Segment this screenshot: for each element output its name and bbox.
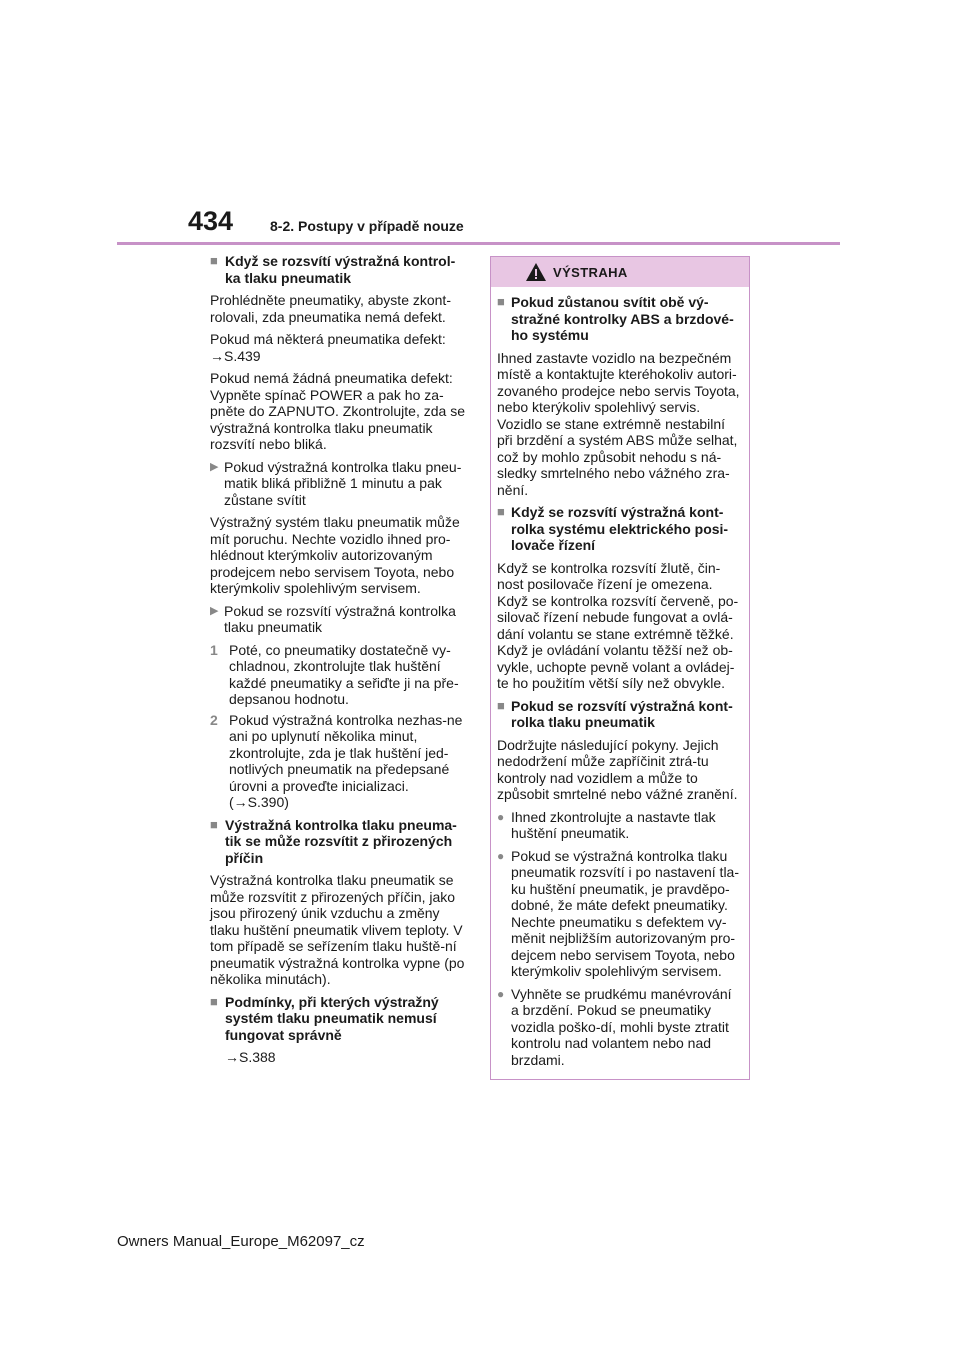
bullet-item (497, 986, 743, 1069)
step-text: Poté, co pneumatiky dostatečně vy-chladnou, zkontrolujte tlak huštění každé pneumatiky a seřiďte ji na pře-depsanou hodnotu. (229, 641, 459, 707)
page-number: 434 (188, 206, 234, 236)
bullet-item (497, 809, 743, 842)
circle-bullet-icon: ● (497, 809, 505, 824)
warning-box (490, 256, 750, 1080)
warning-title: VÝSTRAHA (553, 265, 628, 280)
paragraph: Pokud má některá pneumatika defekt: →S.439 (210, 331, 446, 364)
header-divider (117, 242, 840, 245)
paragraph: Dodržujte následující pokyny. Jejich nedodržení může zapříčinit ztrá-tu kontroly nad vozidlem a může to způsobit smrtelné nebo vážné zranění. (497, 736, 738, 802)
square-bullet-icon: ■ (497, 697, 505, 713)
footer-text: Owners Manual_Europe_M62097_cz (117, 1233, 365, 1250)
heading-text: Pokud zůstanou svítit obě vý-stražné kontrolky ABS a brzdové-ho systému (511, 294, 734, 343)
heading-tire-light-on (210, 253, 470, 286)
heading-power-steering (497, 504, 743, 554)
square-bullet-icon: ■ (210, 253, 218, 268)
section-title: 8-2. Postupy v případě nouze (270, 218, 464, 234)
arrow-item-text: Pokud se rozsvítí výstražná kontrolka tlaku pneumatik (224, 602, 456, 635)
heading-abs-brake (497, 294, 743, 344)
paragraph: →S.388 (225, 1049, 276, 1065)
heading-text: Když se rozsvítí výstražná kont-rolka systému elektrického posi-lovače řízení (511, 504, 729, 553)
step-item (210, 642, 470, 708)
step-item (210, 712, 470, 811)
warning-triangle-icon (525, 262, 547, 282)
warning-header (491, 257, 749, 287)
paragraph: Výstražná kontrolka tlaku pneumatik se může rozsvítit z přirozených příčin, jako jsou přirozený únik vzduchu a změny tlaku huštění pneumatik vlivem teploty. V tom případě se seřízením tlaku huště-ní pneumatik výstražná kontrolka vypne (po několika minutách). (210, 872, 465, 987)
paragraph: Ihned zastavte vozidlo na bezpečném místě a kontaktujte kteréhokoliv autori-zovaného prodejce nebo servis Toyota, nebo kterýkoliv spolehlivý servis. Vozidlo se stane extrémně nestabilní při brzdění a systém ABS může selhat, což by mohlo způsobit nehodu s ná-sledky smrtelného nebo vážného zra-nění. (497, 349, 740, 498)
paragraph: Prohlédněte pneumatiky, abyste zkont-rolovali, zda pneumatika nemá defekt. (210, 292, 451, 325)
arrow-item-text: Pokud výstražná kontrolka tlaku pneu-matik bliká přibližně 1 minutu a pak zůstane svítit (224, 458, 462, 508)
heading-natural-causes (210, 817, 470, 867)
heading-conditions (210, 994, 470, 1044)
heading-tire-pressure (497, 698, 743, 731)
step-number: 2 (210, 711, 218, 728)
step-text: Pokud výstražná kontrolka nezhas-ne ani po uplynutí několika minut, zkontrolujte, zda je tlak huštění jed-notlivých pneumatik na předepsané úrovni a proveďte inicializaci. (→S.390) (229, 711, 463, 810)
square-bullet-icon: ■ (210, 816, 218, 832)
arrow-item (210, 603, 470, 636)
left-column (210, 253, 470, 1072)
square-bullet-icon: ■ (497, 294, 505, 309)
paragraph: Když se kontrolka rozsvítí žlutě, čin-nost posilovače řízení je omezena. Když se kontrolka rozsvítí červeně, po-silovač řízení nebude fungovat a ovlá-dání volantu se stane extrémně těžké. Když je ovládání volantu těžší než ob-vykle, uchopte pevně volant a ovládej-te ho použitím větší síly než obvykle. (497, 559, 739, 691)
circle-bullet-icon: ● (497, 986, 505, 1001)
bullet-text: Vyhněte se prudkému manévrování a brzdění. Pokud se pneumatiky vozidla poško-dí, mohli byste ztratit kontrolu nad volantem nebo nad brzdami. (511, 985, 732, 1068)
paragraph: Pokud nemá žádná pneumatika defekt: Vypněte spínač POWER a pak ho za-pněte do ZAPNUTO. Zkontrolujte, zda se výstražná kontrolka tlaku pneumatik rozsvítí nebo bliká. (210, 370, 465, 452)
bullet-text: Pokud se výstražná kontrolka tlaku pneumatik rozsvítí i po nastavení tla-ku huštění pneumatik, je pravděpo-dobné, že máte defekt pneumatiky. Nechte pneumatiku s defektem vy-měnit nejbližším autorizovaným pro-dejcem nebo servisem Toyota, nebo kterýmkoliv spolehlivým servisem. (511, 847, 739, 979)
heading-text: Výstražná kontrolka tlaku pneuma-tik se může rozsvítit z přirozených příčin (225, 816, 457, 866)
circle-bullet-icon: ● (497, 848, 505, 863)
square-bullet-icon: ■ (497, 504, 505, 519)
paragraph: Výstražný systém tlaku pneumatik může mít poruchu. Nechte vozidlo ihned pro-hlédnout kterýmkoliv autorizovaným prodejcem nebo servisem Toyota, nebo kterýmkoliv spolehlivým servisem. (210, 514, 460, 596)
warning-body (491, 287, 749, 1068)
bullet-text: Ihned zkontrolujte a nastavte tlak huštění pneumatik. (511, 808, 716, 841)
triangle-right-icon: ▶ (210, 460, 219, 473)
heading-text: Když se rozsvítí výstražná kontrol-ka tlaku pneumatik (225, 253, 456, 286)
heading-text: Pokud se rozsvítí výstražná kont-rolka tlaku pneumatik (511, 697, 733, 730)
arrow-item (210, 459, 470, 509)
triangle-right-icon: ▶ (210, 604, 219, 617)
heading-text: Podmínky, při kterých výstražný systém tlaku pneumatik nemusí fungovat správně (225, 993, 439, 1043)
step-number: 1 (210, 641, 218, 658)
square-bullet-icon: ■ (210, 993, 218, 1009)
bullet-item (497, 848, 743, 980)
